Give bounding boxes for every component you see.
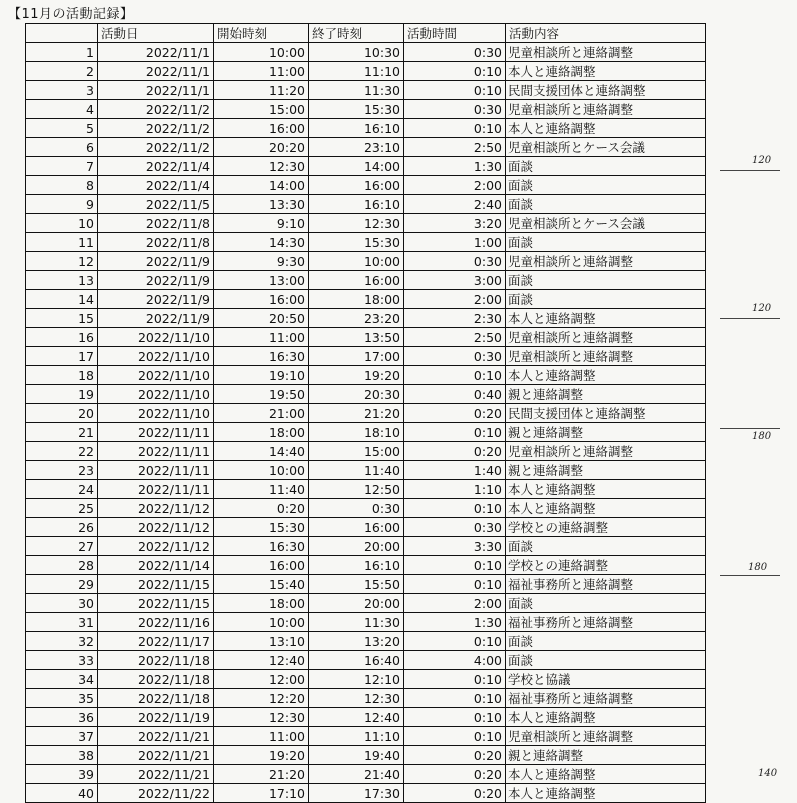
header-start: 開始時刻 [214,24,309,43]
row-date: 2022/11/11 [98,480,214,499]
row-end-time: 16:10 [309,556,404,575]
row-start-time: 13:10 [214,632,309,651]
row-number: 3 [26,81,98,100]
row-start-time: 14:40 [214,442,309,461]
row-start-time: 21:20 [214,765,309,784]
row-content: 児童相談所と連絡調整 [506,43,706,62]
row-start-time: 11:00 [214,727,309,746]
row-number: 21 [26,423,98,442]
row-date: 2022/11/11 [98,461,214,480]
row-start-time: 16:00 [214,556,309,575]
row-end-time: 16:10 [309,195,404,214]
header-end: 終了時刻 [309,24,404,43]
row-content: 面談 [506,651,706,670]
row-number: 20 [26,404,98,423]
header-duration: 活動時間 [404,24,506,43]
row-content: 親と連絡調整 [506,385,706,404]
table-row [26,518,706,537]
table-row [26,499,706,518]
row-duration: 0:10 [404,727,506,746]
table-row [26,765,706,784]
row-number: 27 [26,537,98,556]
table-row [26,461,706,480]
row-end-time: 11:30 [309,613,404,632]
row-content: 福祉事務所と連絡調整 [506,613,706,632]
row-end-time: 16:10 [309,119,404,138]
row-content: 福祉事務所と連絡調整 [506,575,706,594]
row-content: 面談 [506,233,706,252]
header-no [26,24,98,43]
handwritten-note: 180 [752,431,772,442]
row-content: 児童相談所とケース会議 [506,214,706,233]
row-number: 37 [26,727,98,746]
row-date: 2022/11/1 [98,62,214,81]
table-row [26,537,706,556]
document-title: 【11月の活動記録】 [8,7,134,22]
table-row [26,366,706,385]
table-row [26,575,706,594]
row-date: 2022/11/10 [98,347,214,366]
row-end-time: 21:20 [309,404,404,423]
row-content: 児童相談所と連絡調整 [506,727,706,746]
row-start-time: 15:00 [214,100,309,119]
table-row [26,271,706,290]
row-date: 2022/11/1 [98,81,214,100]
header-row [26,24,706,43]
handwritten-note: 140 [758,768,778,779]
row-end-time: 12:30 [309,214,404,233]
row-duration: 0:20 [404,404,506,423]
row-date: 2022/11/11 [98,423,214,442]
row-start-time: 19:10 [214,366,309,385]
row-start-time: 13:30 [214,195,309,214]
row-start-time: 12:00 [214,670,309,689]
row-end-time: 19:40 [309,746,404,765]
row-number: 12 [26,252,98,271]
row-date: 2022/11/18 [98,689,214,708]
table-row [26,442,706,461]
row-start-time: 0:20 [214,499,309,518]
row-date: 2022/11/18 [98,670,214,689]
activity-table [25,23,706,803]
row-content: 本人と連絡調整 [506,309,706,328]
row-content: 本人と連絡調整 [506,499,706,518]
row-end-time: 16:40 [309,651,404,670]
table-row [26,423,706,442]
row-end-time: 23:10 [309,138,404,157]
row-number: 6 [26,138,98,157]
row-content: 本人と連絡調整 [506,765,706,784]
row-number: 23 [26,461,98,480]
row-start-time: 12:20 [214,689,309,708]
row-end-time: 10:30 [309,43,404,62]
row-end-time: 15:30 [309,100,404,119]
row-start-time: 14:30 [214,233,309,252]
row-number: 11 [26,233,98,252]
row-start-time: 9:10 [214,214,309,233]
handwritten-note: 120 [752,303,772,314]
handwritten-line [720,575,780,576]
row-date: 2022/11/10 [98,385,214,404]
row-start-time: 20:20 [214,138,309,157]
row-end-time: 14:00 [309,157,404,176]
row-end-time: 20:00 [309,537,404,556]
row-date: 2022/11/12 [98,537,214,556]
row-number: 1 [26,43,98,62]
row-duration: 0:30 [404,43,506,62]
row-date: 2022/11/15 [98,594,214,613]
row-number: 30 [26,594,98,613]
row-end-time: 10:00 [309,252,404,271]
row-end-time: 12:30 [309,689,404,708]
header-content: 活動内容 [506,24,706,43]
row-duration: 0:20 [404,442,506,461]
handwritten-note: 180 [748,562,768,573]
row-number: 38 [26,746,98,765]
row-duration: 2:50 [404,138,506,157]
row-end-time: 18:00 [309,290,404,309]
row-end-time: 11:10 [309,727,404,746]
table-row [26,613,706,632]
row-date: 2022/11/2 [98,100,214,119]
row-start-time: 16:00 [214,119,309,138]
row-duration: 2:40 [404,195,506,214]
row-date: 2022/11/9 [98,271,214,290]
table-row [26,480,706,499]
row-duration: 3:30 [404,537,506,556]
row-date: 2022/11/10 [98,328,214,347]
row-end-time: 17:00 [309,347,404,366]
row-content: 児童相談所と連絡調整 [506,328,706,347]
table-row [26,252,706,271]
row-duration: 0:30 [404,347,506,366]
row-duration: 0:20 [404,746,506,765]
table-row [26,214,706,233]
row-number: 24 [26,480,98,499]
row-end-time: 17:30 [309,784,404,803]
row-end-time: 16:00 [309,176,404,195]
row-duration: 0:30 [404,100,506,119]
table-row [26,176,706,195]
row-content: 民間支援団体と連絡調整 [506,404,706,423]
row-start-time: 19:20 [214,746,309,765]
row-content: 面談 [506,271,706,290]
row-content: 福祉事務所と連絡調整 [506,689,706,708]
row-content: 本人と連絡調整 [506,62,706,81]
row-start-time: 20:50 [214,309,309,328]
row-content: 児童相談所と連絡調整 [506,347,706,366]
row-date: 2022/11/21 [98,765,214,784]
handwritten-line [720,318,780,319]
row-end-time: 16:00 [309,271,404,290]
row-start-time: 14:00 [214,176,309,195]
row-duration: 0:10 [404,575,506,594]
row-number: 13 [26,271,98,290]
row-number: 29 [26,575,98,594]
row-duration: 2:00 [404,594,506,613]
row-duration: 0:10 [404,632,506,651]
row-duration: 0:10 [404,670,506,689]
row-date: 2022/11/18 [98,651,214,670]
row-number: 32 [26,632,98,651]
row-content: 児童相談所と連絡調整 [506,442,706,461]
row-duration: 2:00 [404,290,506,309]
table-row [26,62,706,81]
row-start-time: 10:00 [214,461,309,480]
table-row [26,385,706,404]
row-content: 本人と連絡調整 [506,480,706,499]
row-content: 民間支援団体と連絡調整 [506,81,706,100]
row-content: 本人と連絡調整 [506,708,706,727]
row-date: 2022/11/8 [98,214,214,233]
row-start-time: 11:40 [214,480,309,499]
row-number: 14 [26,290,98,309]
row-duration: 2:50 [404,328,506,347]
table-row [26,347,706,366]
row-number: 35 [26,689,98,708]
row-start-time: 16:30 [214,347,309,366]
header-date: 活動日 [98,24,214,43]
row-content: 親と連絡調整 [506,423,706,442]
row-start-time: 12:40 [214,651,309,670]
table-row [26,119,706,138]
row-start-time: 15:30 [214,518,309,537]
row-end-time: 13:50 [309,328,404,347]
row-duration: 2:00 [404,176,506,195]
table-row [26,195,706,214]
row-number: 10 [26,214,98,233]
row-duration: 1:00 [404,233,506,252]
row-date: 2022/11/19 [98,708,214,727]
row-end-time: 23:20 [309,309,404,328]
row-number: 7 [26,157,98,176]
row-duration: 4:00 [404,651,506,670]
row-start-time: 13:00 [214,271,309,290]
row-number: 18 [26,366,98,385]
row-content: 面談 [506,176,706,195]
handwritten-line [720,428,780,429]
table-row [26,689,706,708]
row-content: 面談 [506,157,706,176]
row-content: 面談 [506,195,706,214]
row-date: 2022/11/17 [98,632,214,651]
row-start-time: 21:00 [214,404,309,423]
row-duration: 1:30 [404,613,506,632]
table-row [26,157,706,176]
row-duration: 1:40 [404,461,506,480]
table-row [26,784,706,803]
row-date: 2022/11/12 [98,518,214,537]
table-row [26,727,706,746]
row-duration: 0:30 [404,518,506,537]
row-date: 2022/11/9 [98,290,214,309]
row-end-time: 15:00 [309,442,404,461]
row-start-time: 12:30 [214,708,309,727]
table-row [26,556,706,575]
row-end-time: 11:30 [309,81,404,100]
table-row [26,43,706,62]
row-date: 2022/11/4 [98,157,214,176]
row-start-time: 11:00 [214,62,309,81]
row-duration: 1:30 [404,157,506,176]
row-date: 2022/11/21 [98,727,214,746]
row-start-time: 16:30 [214,537,309,556]
table-row [26,632,706,651]
row-number: 4 [26,100,98,119]
row-date: 2022/11/10 [98,404,214,423]
row-number: 26 [26,518,98,537]
table-row [26,708,706,727]
row-start-time: 19:50 [214,385,309,404]
row-end-time: 12:40 [309,708,404,727]
table-row [26,81,706,100]
row-content: 学校との連絡調整 [506,518,706,537]
row-duration: 3:20 [404,214,506,233]
row-start-time: 16:00 [214,290,309,309]
row-duration: 0:10 [404,81,506,100]
row-content: 児童相談所とケース会議 [506,138,706,157]
row-number: 16 [26,328,98,347]
row-duration: 0:20 [404,765,506,784]
row-start-time: 11:20 [214,81,309,100]
row-content: 児童相談所と連絡調整 [506,252,706,271]
row-duration: 1:10 [404,480,506,499]
handwritten-note: 120 [752,155,772,166]
row-number: 34 [26,670,98,689]
row-end-time: 15:30 [309,233,404,252]
row-end-time: 15:50 [309,575,404,594]
row-date: 2022/11/2 [98,138,214,157]
table-row [26,309,706,328]
row-duration: 0:10 [404,689,506,708]
table-row [26,746,706,765]
row-duration: 0:10 [404,119,506,138]
row-duration: 0:10 [404,499,506,518]
row-start-time: 18:00 [214,423,309,442]
row-end-time: 18:10 [309,423,404,442]
row-duration: 0:10 [404,708,506,727]
row-date: 2022/11/4 [98,176,214,195]
row-duration: 0:20 [404,784,506,803]
row-number: 39 [26,765,98,784]
table-row [26,100,706,119]
table-row [26,594,706,613]
row-start-time: 11:00 [214,328,309,347]
row-duration: 0:10 [404,62,506,81]
table-row [26,404,706,423]
row-end-time: 16:00 [309,518,404,537]
row-content: 学校との連絡調整 [506,556,706,575]
row-number: 22 [26,442,98,461]
row-end-time: 20:00 [309,594,404,613]
row-date: 2022/11/12 [98,499,214,518]
row-content: 面談 [506,290,706,309]
row-content: 面談 [506,632,706,651]
row-date: 2022/11/8 [98,233,214,252]
row-number: 2 [26,62,98,81]
table-row [26,651,706,670]
row-end-time: 12:50 [309,480,404,499]
row-start-time: 10:00 [214,43,309,62]
row-start-time: 9:30 [214,252,309,271]
row-number: 40 [26,784,98,803]
row-date: 2022/11/15 [98,575,214,594]
row-end-time: 11:40 [309,461,404,480]
row-start-time: 17:10 [214,784,309,803]
row-number: 8 [26,176,98,195]
row-number: 31 [26,613,98,632]
row-number: 9 [26,195,98,214]
row-content: 児童相談所と連絡調整 [506,100,706,119]
row-date: 2022/11/1 [98,43,214,62]
row-date: 2022/11/21 [98,746,214,765]
row-date: 2022/11/2 [98,119,214,138]
row-end-time: 11:10 [309,62,404,81]
row-content: 本人と連絡調整 [506,366,706,385]
table-row [26,670,706,689]
table-row [26,328,706,347]
row-duration: 0:40 [404,385,506,404]
row-number: 5 [26,119,98,138]
table-row [26,233,706,252]
row-duration: 3:00 [404,271,506,290]
row-start-time: 10:00 [214,613,309,632]
row-content: 面談 [506,537,706,556]
row-date: 2022/11/16 [98,613,214,632]
row-duration: 0:10 [404,423,506,442]
row-number: 17 [26,347,98,366]
row-duration: 2:30 [404,309,506,328]
row-date: 2022/11/9 [98,252,214,271]
handwritten-line [720,170,780,171]
row-date: 2022/11/9 [98,309,214,328]
row-content: 親と連絡調整 [506,461,706,480]
row-end-time: 12:10 [309,670,404,689]
row-end-time: 19:20 [309,366,404,385]
row-content: 本人と連絡調整 [506,784,706,803]
row-duration: 0:10 [404,366,506,385]
row-number: 25 [26,499,98,518]
row-duration: 0:10 [404,556,506,575]
row-content: 面談 [506,594,706,613]
row-start-time: 18:00 [214,594,309,613]
table-row [26,290,706,309]
row-number: 33 [26,651,98,670]
row-date: 2022/11/10 [98,366,214,385]
row-content: 親と連絡調整 [506,746,706,765]
row-duration: 0:30 [404,252,506,271]
row-date: 2022/11/14 [98,556,214,575]
row-content: 本人と連絡調整 [506,119,706,138]
row-number: 15 [26,309,98,328]
row-number: 19 [26,385,98,404]
row-end-time: 20:30 [309,385,404,404]
row-end-time: 21:40 [309,765,404,784]
row-date: 2022/11/22 [98,784,214,803]
table-row [26,138,706,157]
row-date: 2022/11/5 [98,195,214,214]
row-date: 2022/11/11 [98,442,214,461]
row-start-time: 15:40 [214,575,309,594]
row-number: 28 [26,556,98,575]
row-end-time: 13:20 [309,632,404,651]
row-number: 36 [26,708,98,727]
row-end-time: 0:30 [309,499,404,518]
row-content: 学校と協議 [506,670,706,689]
row-start-time: 12:30 [214,157,309,176]
